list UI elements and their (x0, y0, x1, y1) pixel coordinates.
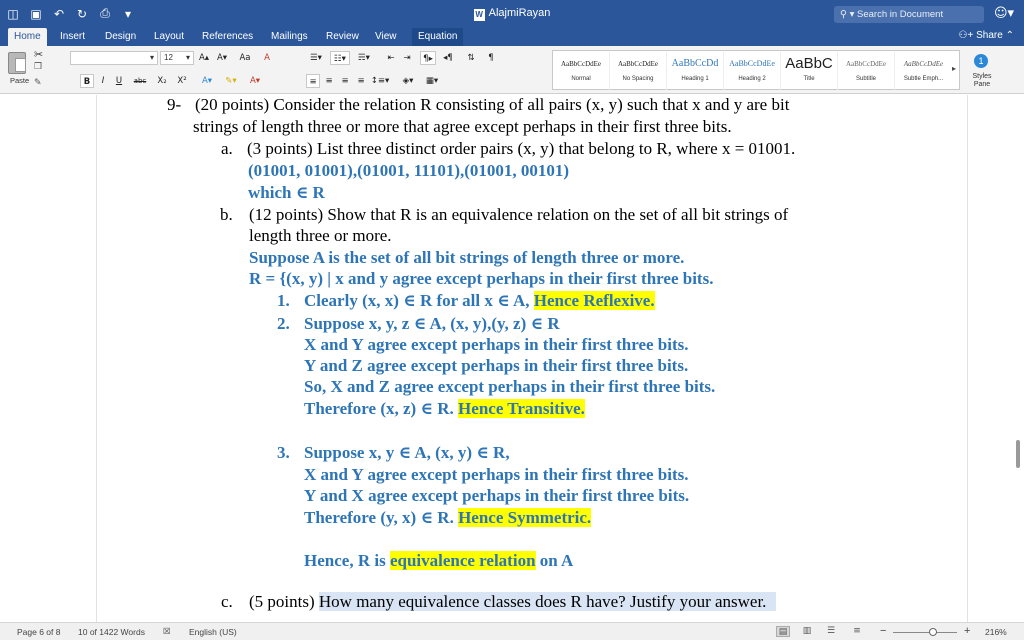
font-size-select[interactable] (160, 51, 194, 65)
style-preview: AaBbCcDdEe (903, 60, 944, 68)
step-1-number: 1. (277, 291, 290, 310)
search-placeholder: Search in Document (857, 9, 944, 20)
superscript-button[interactable]: X² (177, 76, 187, 86)
styles-gallery (552, 50, 960, 90)
part-c-points: (5 points) (249, 592, 315, 611)
highlight-reflexive: Hence Reflexive. (533, 291, 655, 310)
font-size-value: 12 (164, 53, 173, 62)
part-c-question (249, 592, 776, 612)
italic-button[interactable]: I (101, 76, 105, 86)
title-bar (0, 0, 1024, 28)
step-3-line-1: Suppose x, y ∈ A, (x, y) ∈ R, (304, 443, 510, 462)
style-name: Normal (571, 76, 591, 82)
align-center-icon[interactable]: ≡ (325, 76, 333, 86)
tab-review[interactable]: Review (326, 31, 359, 42)
style-preview: AaBbCcDdEe (560, 60, 602, 68)
style-preview: AaBbCcDd (671, 58, 719, 69)
search-icon: ⚲ ▾ (840, 9, 858, 20)
redo-icon[interactable]: ↻ (76, 6, 88, 21)
step-3-conclusion-text: Therefore (y, x) ∈ R. (304, 508, 454, 527)
format-painter-icon[interactable]: ✎ (34, 78, 42, 88)
part-a-question: (3 points) List three distinct order pairs (x, y) that belong to R, where x = 01001. (247, 139, 796, 158)
question-intro-line-1: (20 points) Consider the relation R consisting of all pairs (x, y) such that x and y are bit (195, 95, 790, 114)
question-intro-line-2: strings of length three or more that agree except perhaps in their first three bits. (193, 117, 732, 136)
style-name: No Spacing (622, 76, 654, 82)
step-2-line-5 (304, 399, 585, 419)
cut-icon[interactable]: ✂ (34, 48, 44, 61)
clear-formatting-icon[interactable]: A (264, 53, 270, 63)
word-document-icon: W (475, 10, 483, 19)
sidebar-toggle-icon[interactable]: ◫ (7, 6, 19, 21)
zoom-slider-track[interactable] (893, 632, 957, 633)
style-preview: AaBbCcDdEe (729, 59, 775, 68)
customize-toolbar-icon[interactable]: ▾ (124, 6, 132, 21)
bold-button[interactable]: B (80, 74, 94, 88)
strikethrough-button[interactable]: abc (133, 77, 147, 85)
chevron-right-icon[interactable]: ▸ (952, 64, 957, 73)
decrease-indent-icon[interactable]: ⇤ (387, 53, 395, 63)
style-normal[interactable] (553, 52, 610, 90)
paste-label[interactable]: Paste (10, 76, 30, 85)
document-title-text: AlajmiRayan (488, 7, 551, 19)
sort-icon[interactable]: ⇅ (467, 53, 475, 63)
part-b-question-line-1: (12 points) Show that R is an equivalence relation on the set of all bit strings of (249, 205, 789, 224)
language-indicator[interactable]: English (US) (189, 627, 237, 637)
tab-layout[interactable]: Layout (154, 31, 185, 42)
question-number: 9- (167, 95, 182, 114)
highlight-transitive: Hence Transitive. (458, 399, 585, 418)
increase-indent-icon[interactable]: ⇥ (403, 53, 411, 63)
step-2-line-2: X and Y agree except perhaps in their first three bits. (304, 335, 689, 354)
share-label: Share (976, 30, 1003, 41)
font-color-icon[interactable]: A▾ (249, 76, 261, 86)
page-indicator[interactable]: Page 6 of 8 (17, 627, 61, 637)
shrink-font-icon[interactable]: A▾ (216, 53, 228, 63)
ltr-text-direction-icon[interactable]: ¶▸ (420, 51, 436, 65)
vertical-scrollbar[interactable] (1016, 440, 1020, 468)
part-c-label: c. (221, 592, 233, 611)
print-layout-view-icon[interactable]: ▤ (776, 626, 790, 637)
zoom-in-button[interactable]: + (964, 625, 971, 637)
style-title[interactable] (781, 52, 838, 90)
tab-design[interactable]: Design (105, 31, 137, 42)
part-a-label: a. (221, 139, 233, 158)
copy-icon[interactable]: ❐ (34, 62, 43, 72)
tab-home[interactable]: Home (8, 28, 47, 46)
style-no-spacing[interactable] (610, 52, 667, 90)
step-2-line-1: Suppose x, y, z ∈ A, (x, y),(y, z) ∈ R (304, 314, 560, 333)
step-3-line-3: Y and X agree except perhaps in their first three bits. (304, 486, 690, 505)
step-3-number: 3. (277, 443, 290, 462)
style-name: Subtitle (855, 76, 876, 82)
selected-text: How many equivalence classes does R have? Justify your answer. (319, 592, 777, 611)
style-subtitle[interactable] (838, 52, 895, 90)
proofing-icon[interactable]: ☒ (163, 627, 171, 637)
conclusion-text-2: on A (539, 551, 574, 570)
tab-insert[interactable]: Insert (60, 31, 86, 42)
zoom-level[interactable]: 216% (985, 627, 1007, 637)
bullets-icon[interactable]: ☰▾ (310, 53, 322, 63)
step-2-conclusion-text: Therefore (x, z) ∈ R. (304, 399, 454, 418)
numbering-icon[interactable]: ☷▾ (330, 51, 350, 65)
share-button[interactable] (959, 30, 1014, 41)
chevron-down-icon: ▾ (185, 53, 190, 62)
highlight-equivalence-relation: equivalence relation (389, 551, 536, 570)
document-page[interactable] (96, 95, 968, 622)
undo-icon[interactable]: ↶ (53, 6, 65, 21)
chevron-down-icon: ▾ (149, 53, 154, 62)
style-name: Heading 2 (738, 76, 766, 82)
tab-mailings[interactable]: Mailings (271, 31, 308, 42)
conclusion-line (304, 551, 573, 571)
step-2-number: 2. (277, 314, 290, 333)
justify-icon[interactable]: ≡ (357, 76, 365, 86)
part-b-label: b. (220, 205, 233, 224)
align-left-icon[interactable]: ≡ (306, 74, 320, 88)
shading-icon[interactable]: ◈▾ (402, 76, 414, 86)
style-heading-2[interactable] (724, 52, 781, 90)
rtl-text-direction-icon[interactable]: ◂¶ (443, 53, 453, 63)
multilevel-list-icon[interactable]: ☴▾ (358, 53, 370, 63)
style-preview: AaBbC (785, 55, 833, 72)
step-3-line-2: X and Y agree except perhaps in their first three bits. (304, 465, 689, 484)
outline-view-icon[interactable]: ☰ (826, 626, 836, 636)
style-preview: AaBbCcDdEe (845, 60, 887, 68)
add-person-icon: ⚇+ (958, 30, 977, 41)
styles-pane-icon[interactable]: 1 (974, 54, 988, 68)
style-heading-1[interactable] (667, 52, 724, 90)
tab-equation[interactable]: Equation (412, 28, 463, 46)
zoom-slider-thumb[interactable] (929, 628, 937, 636)
subscript-button[interactable]: X₂ (157, 76, 167, 86)
search-document-input[interactable] (834, 6, 984, 23)
paste-icon[interactable] (8, 52, 26, 74)
change-case-icon[interactable]: Aa (239, 53, 251, 63)
style-name: Heading 1 (681, 76, 709, 82)
step-2-line-4: So, X and Z agree except perhaps in their first three bits. (304, 377, 716, 396)
word-count[interactable]: 10 of 1422 Words (78, 627, 145, 637)
highlight-color-icon[interactable]: ✎▾ (225, 76, 237, 86)
step-1-line (304, 291, 655, 311)
tab-references[interactable]: References (202, 31, 254, 42)
zoom-out-button[interactable]: − (880, 625, 887, 637)
web-layout-view-icon[interactable]: ▥ (802, 626, 812, 636)
font-name-select[interactable] (70, 51, 158, 65)
line-spacing-icon[interactable]: ↕≡▾ (370, 76, 390, 86)
tab-view[interactable]: View (375, 31, 397, 42)
conclusion-text-1: Hence, R is (304, 551, 386, 570)
status-bar (0, 622, 1024, 640)
collapse-ribbon-icon[interactable]: ⌃ (1002, 30, 1014, 41)
step-1-text: Clearly (x, x) ∈ R for all x ∈ A, (304, 291, 530, 310)
ribbon-tabs (0, 28, 1024, 46)
draft-view-icon[interactable]: ≡ (853, 626, 861, 636)
style-name: Title (803, 76, 815, 82)
style-subtle-emphasis[interactable] (895, 52, 952, 90)
highlight-symmetric: Hence Symmetric. (458, 508, 592, 527)
print-icon[interactable]: ⎙ (100, 6, 110, 20)
styles-pane-button[interactable]: Styles Pane (972, 73, 992, 88)
part-b-answer-line-2: R = {(x, y) | x and y agree except perhaps in their first three bits. (249, 269, 714, 288)
text-effects-icon[interactable]: A▾ (201, 76, 213, 86)
part-a-answer-line-1: (01001, 01001),(01001, 11101),(01001, 00101) (248, 161, 570, 180)
borders-icon[interactable]: ▦▾ (425, 76, 439, 86)
grow-font-icon[interactable]: A▴ (198, 53, 210, 63)
part-a-answer-line-2: which ∈ R (248, 183, 325, 202)
part-b-question-line-2: length three or more. (249, 226, 392, 245)
part-b-answer-line-1: Suppose A is the set of all bit strings of length three or more. (249, 248, 685, 267)
underline-button[interactable]: U (115, 76, 123, 86)
save-icon[interactable]: ▣ (30, 6, 42, 21)
style-name: Subtle Emph... (903, 76, 944, 82)
step-3-line-4 (304, 508, 591, 528)
step-2-line-3: Y and Z agree except perhaps in their first three bits. (304, 356, 689, 375)
align-right-icon[interactable]: ≡ (341, 76, 349, 86)
ribbon-home (0, 46, 1024, 94)
show-formatting-marks-icon[interactable]: ¶ (488, 53, 494, 63)
style-preview: AaBbCcDdEe (617, 60, 659, 68)
feedback-smiley-icon[interactable]: ☺▾ (994, 6, 1015, 21)
